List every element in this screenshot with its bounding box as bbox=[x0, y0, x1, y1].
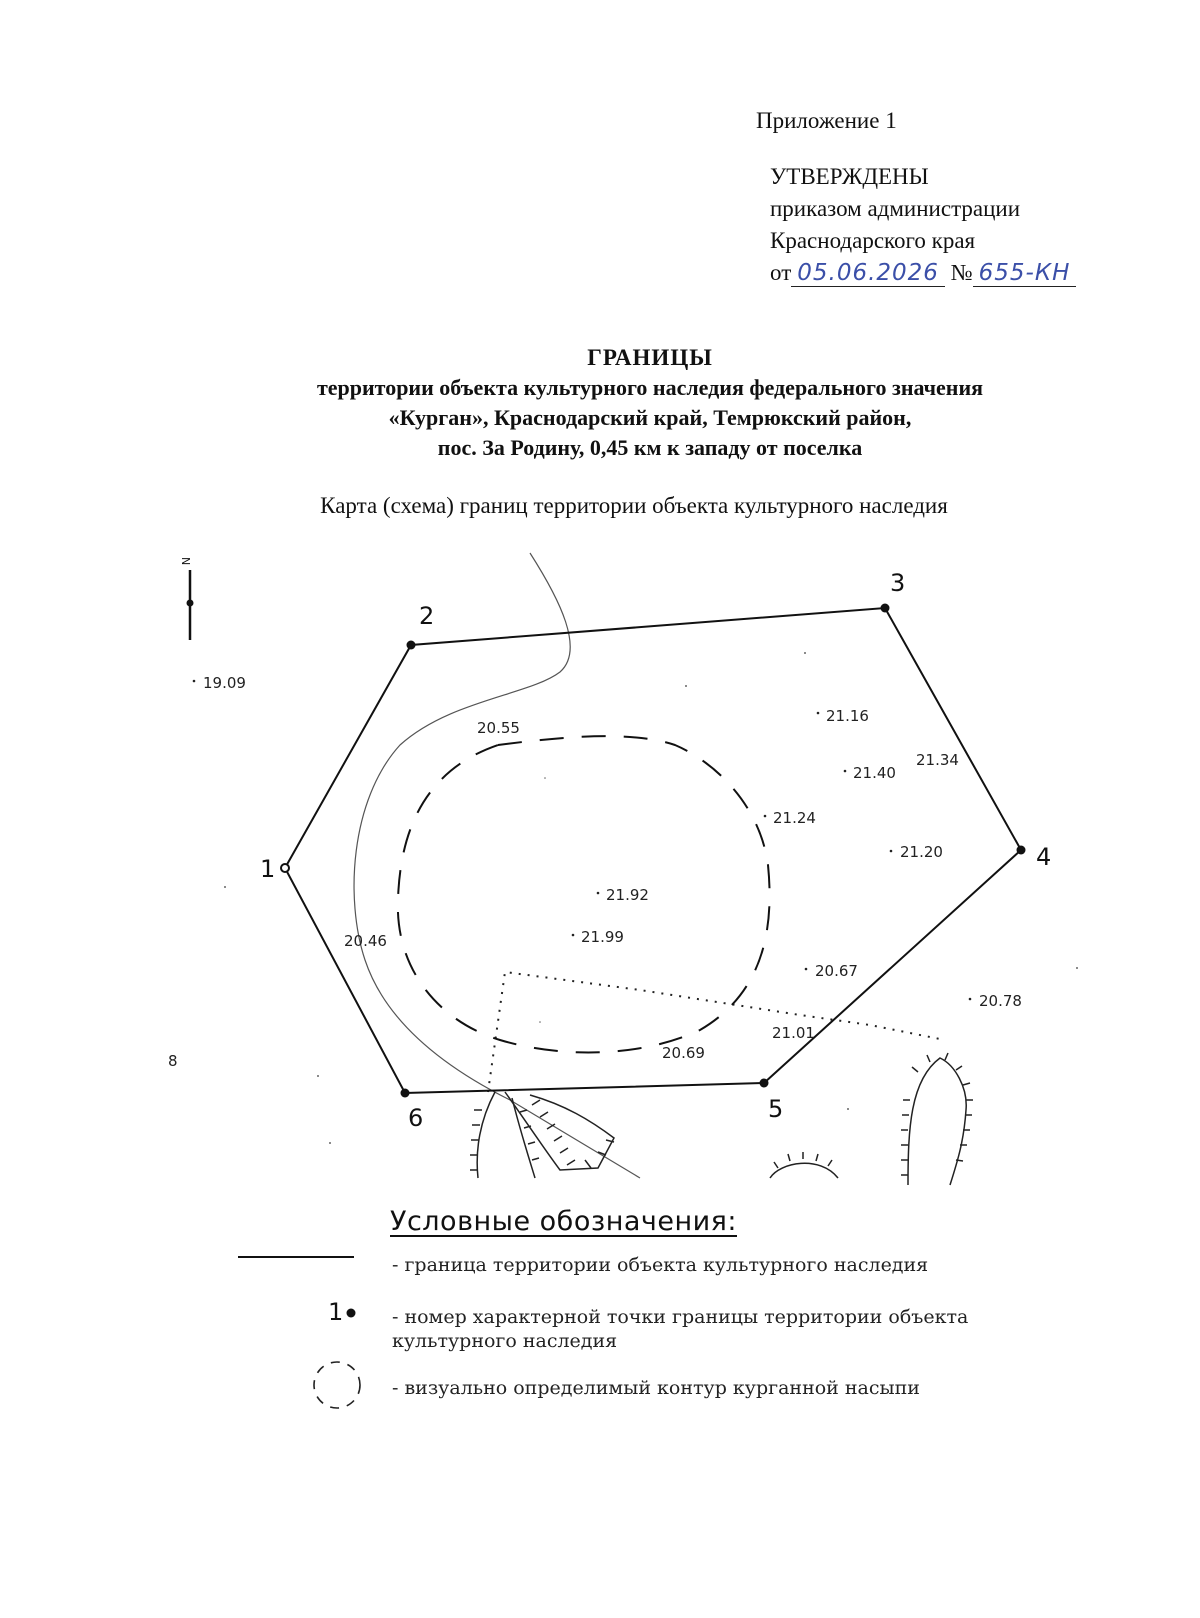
elevation-label: 20.78 bbox=[979, 992, 1022, 1010]
approved-region: Краснодарского края bbox=[770, 228, 976, 253]
point-label-3: 3 bbox=[890, 569, 906, 597]
north-arrow-icon bbox=[179, 557, 193, 640]
north-label: N bbox=[179, 557, 192, 566]
appendix-label: Приложение 1 bbox=[756, 108, 897, 133]
title-line-1: территории объекта культурного наследия федерального значения bbox=[316, 375, 984, 400]
elevation-label: 21.24 bbox=[773, 809, 816, 827]
legend-point-number: 1 bbox=[328, 1298, 344, 1326]
legend-point-dot-icon bbox=[344, 1306, 358, 1320]
elevation-label: 8 bbox=[168, 1052, 178, 1070]
number-label: № bbox=[950, 260, 973, 285]
title-main: ГРАНИЦЫ bbox=[587, 345, 713, 370]
title-line-3: пос. За Родину, 0,45 км к западу от поселка bbox=[437, 435, 863, 460]
elevation-marks bbox=[168, 674, 1022, 1070]
point-label-1: 1 bbox=[260, 855, 276, 883]
legend-point-text: - номер характерной точки границы территории объекта культурного наследия bbox=[392, 1306, 969, 1352]
boundary-point-4 bbox=[1017, 846, 1026, 855]
boundary-map bbox=[0, 540, 1200, 1200]
approved-label: УТВЕРЖДЕНЫ bbox=[770, 164, 929, 189]
map-caption: Карта (схема) границ территории объекта культурного наследия bbox=[320, 493, 948, 518]
legend-boundary-line-icon bbox=[236, 1252, 356, 1262]
elevation-label: 20.69 bbox=[662, 1044, 705, 1062]
boundary-point-2 bbox=[407, 641, 416, 650]
elevation-label: 19.09 bbox=[203, 674, 246, 692]
elevation-label: 21.99 bbox=[581, 928, 624, 946]
point-label-6: 6 bbox=[408, 1104, 424, 1132]
order-date-line bbox=[770, 257, 1076, 289]
from-label: от bbox=[770, 260, 792, 285]
road-line bbox=[354, 553, 640, 1178]
order-date: 05.06.2026 bbox=[791, 260, 945, 287]
elevation-label: 20.55 bbox=[477, 719, 520, 737]
elevation-label: 20.46 bbox=[344, 932, 387, 950]
scan-specks bbox=[224, 652, 1078, 1144]
elevation-label: 21.34 bbox=[916, 751, 959, 769]
elevation-label: 21.40 bbox=[853, 764, 896, 782]
elevation-label: 21.20 bbox=[900, 843, 943, 861]
elevation-label: 20.67 bbox=[815, 962, 858, 980]
boundary-point-5 bbox=[760, 1079, 769, 1088]
legend-title: Условные обозначения: bbox=[390, 1206, 737, 1237]
legend-contour-text: - визуально определимый контур курганной насыпи bbox=[392, 1377, 920, 1399]
point-label-4: 4 bbox=[1036, 843, 1052, 871]
point-label-5: 5 bbox=[768, 1095, 784, 1123]
elevation-label: 21.92 bbox=[606, 886, 649, 904]
boundary-point-3 bbox=[881, 604, 890, 613]
order-number: 655-КН bbox=[973, 260, 1077, 287]
legend-boundary-text: - граница территории объекта культурного наследия bbox=[392, 1254, 929, 1276]
legend-dashed-circle-icon bbox=[310, 1358, 364, 1412]
boundary-point-6 bbox=[401, 1089, 410, 1098]
point-label-2: 2 bbox=[419, 602, 435, 630]
title-line-2: «Курган», Краснодарский край, Темрюкский район, bbox=[388, 405, 912, 430]
dotted-path bbox=[488, 972, 945, 1092]
approved-by-order: приказом администрации bbox=[770, 196, 1021, 221]
elevation-label: 21.01 bbox=[772, 1024, 815, 1042]
boundary-point-1 bbox=[281, 864, 289, 872]
approval-block bbox=[756, 105, 1076, 289]
mound-contour bbox=[398, 736, 770, 1052]
scarp-features bbox=[470, 1053, 973, 1185]
elevation-label: 21.16 bbox=[826, 707, 869, 725]
document-title bbox=[0, 343, 1200, 463]
